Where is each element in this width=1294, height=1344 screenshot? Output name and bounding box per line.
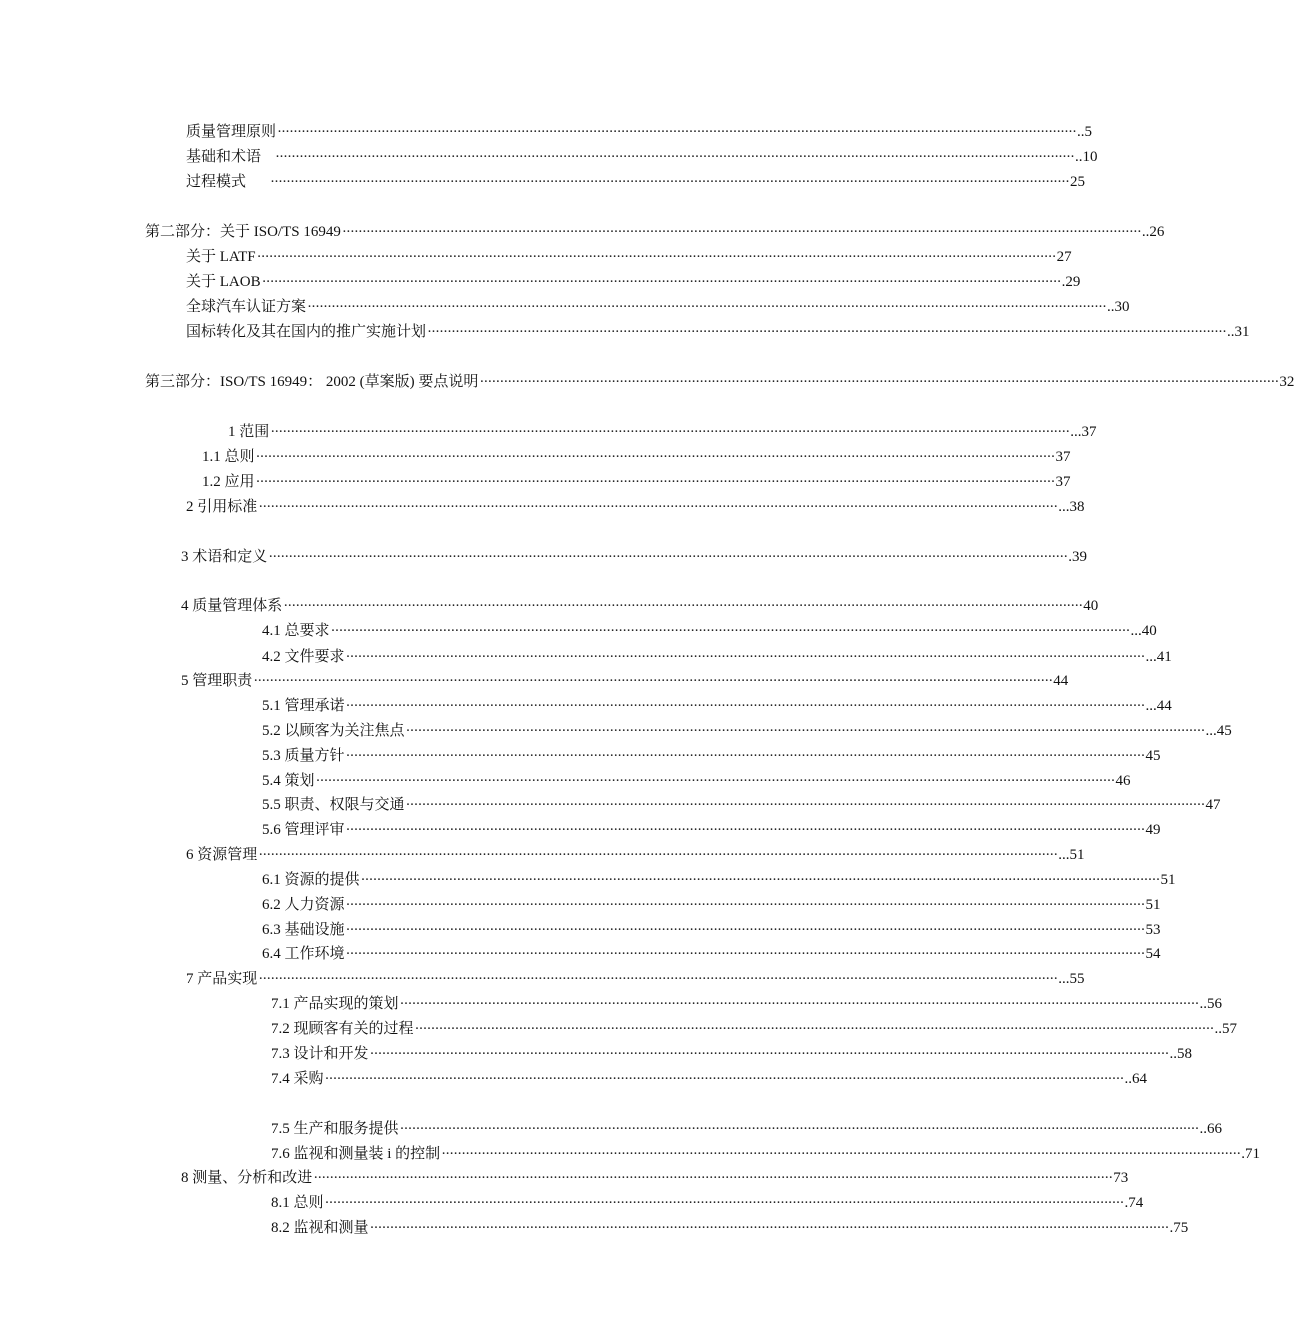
toc-entry [228, 422, 1097, 442]
toc-entry [181, 1168, 1129, 1188]
toc-entry-page: ...45 [1205, 723, 1232, 739]
toc-entry-label: 5.5 职责、权限与交通 [262, 797, 405, 813]
toc-entry-page: 53 [1145, 922, 1161, 938]
toc-entry-label: 7.6 监视和测量装 i 的控制 [271, 1146, 441, 1162]
toc-entry-page: ...38 [1058, 499, 1085, 515]
toc-entry-label: 7.5 生产和服务提供 [271, 1121, 399, 1137]
toc-entry [186, 247, 1072, 267]
toc-entry-label: 7.1 产品实现的策划 [271, 996, 399, 1012]
toc-entry-label: 6.3 基础设施 [262, 922, 345, 938]
toc-entry [262, 621, 1157, 641]
toc-entry-label: 第三部分：ISO/TS 16949： 2002 (草案版) 要点说明 [145, 374, 479, 390]
toc-leader-dots: ········································································································································································································ [261, 274, 1061, 290]
toc-leader-dots: ········································································································································································································ [253, 673, 1053, 689]
toc-entry [186, 147, 1098, 167]
toc-entry-page: ...40 [1130, 623, 1157, 639]
toc-entry [271, 1069, 1148, 1089]
toc-entry-page: .29 [1061, 274, 1081, 290]
toc-leader-dots: ········································································································································································································ [324, 1195, 1124, 1211]
toc-entry [186, 969, 1085, 989]
toc-entry-label: 质量管理原则 [186, 124, 277, 140]
toc-entry [186, 122, 1093, 142]
toc-leader-dots: ········································································································································································································ [330, 623, 1130, 639]
toc-entry [202, 447, 1071, 467]
toc-entry-page: 49 [1145, 822, 1161, 838]
toc-leader-dots: ········································································································································································································ [399, 996, 1199, 1012]
toc-leader-dots: ········································································································································································································ [369, 1220, 1169, 1236]
toc-entry-label: 4 质量管理体系 [181, 598, 283, 614]
toc-entry-page: ...51 [1058, 847, 1085, 863]
toc-leader-dots: ········································································································································································································ [256, 249, 1056, 265]
toc-entry-label: 基础和术语 [186, 149, 262, 165]
toc-entry-page: 37 [1055, 474, 1071, 490]
toc-entry-label: 6.1 资源的提供 [262, 872, 360, 888]
toc-entry-label: 5.2 以顾客为关注焦点 [262, 723, 405, 739]
toc-entry [262, 820, 1161, 840]
toc-entry-page: ..5 [1077, 124, 1093, 140]
toc-leader-dots: ········································································································································································································ [255, 449, 1055, 465]
toc-entry [186, 297, 1130, 317]
toc-entry-label: 3 术语和定义 [181, 549, 268, 565]
toc-leader-dots: ········································································································································································································ [427, 324, 1227, 340]
toc-leader-dots: ········································································································································································································ [270, 424, 1070, 440]
toc-leader-dots: ········································································································································································································ [275, 149, 1075, 165]
toc-entry [262, 795, 1221, 815]
toc-entry-label: 6 资源管理 [186, 847, 258, 863]
toc-leader-dots: ········································································································································································································ [360, 872, 1160, 888]
toc-entry-page: ..58 [1169, 1046, 1193, 1062]
toc-entry-label: 7.4 采购 [271, 1071, 324, 1087]
toc-entry [181, 671, 1069, 691]
toc-entry [262, 771, 1131, 791]
toc-entry-label: 第二部分：关于 ISO/TS 16949 [145, 224, 341, 240]
toc-entry [186, 845, 1085, 865]
toc-leader-dots: ········································································································································································································ [313, 1170, 1113, 1186]
toc-entry-label: 4.2 文件要求 [262, 649, 345, 665]
toc-entry-page: ..26 [1141, 224, 1165, 240]
toc-entry-page: ...41 [1145, 649, 1172, 665]
toc-entry [262, 870, 1176, 890]
toc-entry-label: 1 范围 [228, 424, 270, 440]
toc-entry [271, 1044, 1193, 1064]
toc-entry [271, 1193, 1144, 1213]
toc-leader-dots: ········································································································································································································ [441, 1146, 1241, 1162]
toc-leader-dots: ········································································································································································································ [324, 1071, 1124, 1087]
toc-entry [181, 596, 1099, 616]
toc-entry-label: 1.2 应用 [202, 474, 255, 490]
toc-leader-dots: ········································································································································································································ [270, 174, 1070, 190]
toc-leader-dots: ········································································································································································································ [283, 598, 1083, 614]
toc-leader-dots: ········································································································································································································ [399, 1121, 1199, 1137]
toc-entry-page: .71 [1241, 1146, 1260, 1162]
toc-leader-dots: ········································································································································································································ [369, 1046, 1169, 1062]
toc-entry-page: ...55 [1058, 971, 1085, 987]
toc-entry-page: ...37 [1070, 424, 1097, 440]
toc-entry-page: 44 [1053, 673, 1069, 689]
toc-entry-page: .74 [1124, 1195, 1144, 1211]
toc-leader-dots: ········································································································································································································ [307, 299, 1107, 315]
toc-entry [262, 920, 1161, 940]
toc-entry-page: ..30 [1107, 299, 1130, 315]
toc-entry-page: 37 [1055, 449, 1071, 465]
toc-entry-label: 5.3 质量方针 [262, 748, 345, 764]
toc-entry-page: ..64 [1124, 1071, 1148, 1087]
toc-entry-page: ..10 [1075, 149, 1098, 165]
toc-entry-label: 8.2 监视和测量 [271, 1220, 369, 1236]
toc-leader-dots: ········································································································································································································ [345, 822, 1145, 838]
toc-entry-page: ..31 [1227, 324, 1250, 340]
toc-leader-dots: ········································································································································································································ [341, 224, 1141, 240]
toc-entry-page: 32 [1279, 374, 1294, 390]
toc-entry-page: 51 [1160, 872, 1176, 888]
toc-entry-label: 国标转化及其在国内的推广实施计划 [186, 324, 427, 340]
toc-leader-dots: ········································································································································································································ [345, 897, 1145, 913]
toc-entry [145, 372, 1294, 392]
toc-entry-page: .39 [1068, 549, 1088, 565]
toc-entry-label: 6.2 人力资源 [262, 897, 345, 913]
toc-entry-label: 5.1 管理承诺 [262, 698, 345, 714]
toc-leader-dots: ········································································································································································································ [268, 549, 1068, 565]
toc-entry [186, 172, 1086, 192]
toc-entry [186, 272, 1081, 292]
toc-entry-label: 7.2 现顾客有关的过程 [271, 1021, 414, 1037]
toc-entry-label: 关于 LATF [186, 249, 256, 265]
toc-entry-label: 5.4 策划 [262, 773, 315, 789]
toc-entry-page: 73 [1113, 1170, 1129, 1186]
toc-entry-page: .75 [1169, 1220, 1189, 1236]
toc-entry-page: 40 [1083, 598, 1099, 614]
toc-leader-dots: ········································································································································································································ [345, 698, 1145, 714]
toc-entry-page: 25 [1070, 174, 1086, 190]
toc-entry-page: 54 [1145, 946, 1161, 962]
toc-entry-page: 46 [1115, 773, 1131, 789]
toc-entry-label: 关于 LAOB [186, 274, 261, 290]
toc-entry [262, 647, 1172, 667]
toc-entry [271, 1218, 1189, 1238]
toc-entry-label: 6.4 工作环境 [262, 946, 345, 962]
toc-entry-label: 5 管理职责 [181, 673, 253, 689]
toc-leader-dots: ········································································································································································································ [479, 374, 1279, 390]
toc-entry [262, 746, 1161, 766]
toc-entry [145, 222, 1165, 242]
toc-leader-dots: ········································································································································································································ [414, 1021, 1214, 1037]
toc-leader-dots: ········································································································································································································ [255, 474, 1055, 490]
toc-leader-dots: ········································································································································································································ [315, 773, 1115, 789]
toc-entry [262, 895, 1161, 915]
toc-entry [271, 1119, 1223, 1139]
toc-entry-page: 47 [1205, 797, 1221, 813]
toc-leader-dots: ········································································································································································································ [405, 797, 1205, 813]
toc-entry-label: 7.3 设计和开发 [271, 1046, 369, 1062]
toc-entry-page: ..56 [1199, 996, 1223, 1012]
toc-entry [262, 944, 1161, 964]
toc-entry-label: 过程模式 [186, 174, 247, 190]
toc-entry-label: 2 引用标准 [186, 499, 258, 515]
toc-entry-page: ..66 [1199, 1121, 1223, 1137]
toc-entry-label: 全球汽车认证方案 [186, 299, 307, 315]
toc-entry [186, 322, 1250, 342]
toc-leader-dots: ········································································································································································································ [345, 946, 1145, 962]
toc-leader-dots: ········································································································································································································ [258, 499, 1058, 515]
toc-entry [271, 1144, 1260, 1164]
toc-leader-dots: ········································································································································································································ [345, 649, 1145, 665]
toc-leader-dots: ········································································································································································································ [277, 124, 1077, 140]
toc-leader-dots: ········································································································································································································ [345, 922, 1145, 938]
toc-entry-label: 4.1 总要求 [262, 623, 330, 639]
toc-entry-page: 45 [1145, 748, 1161, 764]
toc-entry [262, 696, 1172, 716]
toc-entry-label: 1.1 总则 [202, 449, 255, 465]
toc-leader-dots: ········································································································································································································ [405, 723, 1205, 739]
toc-entry [262, 721, 1232, 741]
toc-entry-label: 8.1 总则 [271, 1195, 324, 1211]
toc-entry-page: 27 [1056, 249, 1072, 265]
toc-entry [271, 994, 1223, 1014]
toc-entry [181, 547, 1088, 567]
toc-entry-label: 7 产品实现 [186, 971, 258, 987]
toc-leader-dots: ········································································································································································································ [258, 971, 1058, 987]
toc-leader-dots: ········································································································································································································ [258, 847, 1058, 863]
toc-leader-dots: ········································································································································································································ [345, 748, 1145, 764]
toc-entry [271, 1019, 1238, 1039]
toc-entry-label: 8 测量、分析和改进 [181, 1170, 313, 1186]
toc-entry [186, 497, 1085, 517]
toc-entry [202, 472, 1071, 492]
toc-entry-page: 51 [1145, 897, 1161, 913]
toc-entry-page: ...44 [1145, 698, 1172, 714]
toc-entry-page: ..57 [1214, 1021, 1238, 1037]
toc-entry-label: 5.6 管理评审 [262, 822, 345, 838]
